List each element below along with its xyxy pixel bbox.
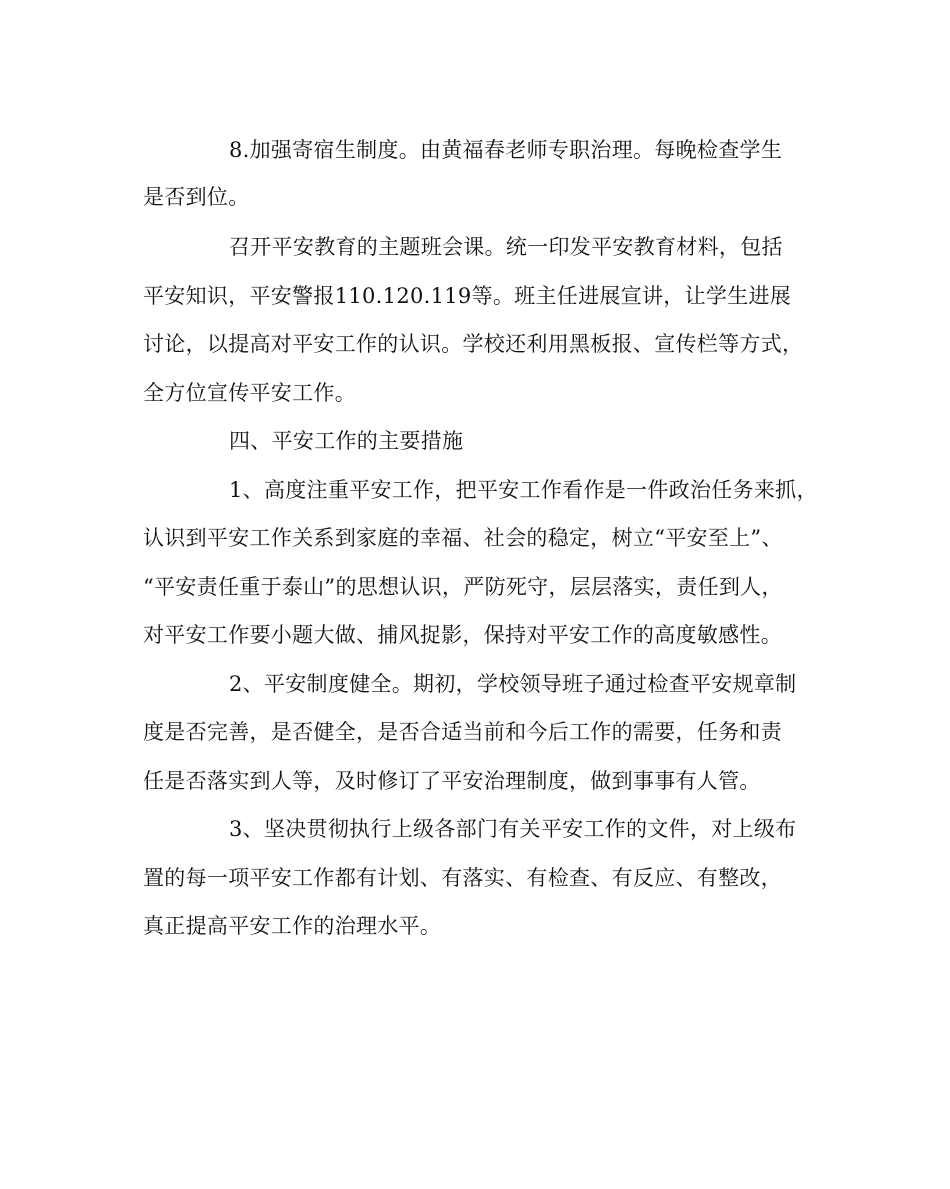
paragraph-1-line-2: 是否到位。 [143,185,250,209]
paragraph-2-line-3: 讨论，以提高对平安工作的认识。学校还利用黑板报、宣传栏等方式， [143,332,804,356]
paragraph-6-line-2: 置的每一项平安工作都有计划、有落实、有检查、有反应、有整改， [143,866,782,890]
paragraph-1-line-1: 8.加强寄宿生制度。由黄福春老师专职治理。每晚检查学生 [229,138,783,162]
paragraph-4-line-4: 对平安工作要小题大做、捕风捉影，保持对平安工作的高度敏感性。 [143,623,782,647]
paragraph-6-line-3: 真正提高平安工作的治理水平。 [143,914,442,938]
paragraph-5-line-3: 任是否落实到人等，及时修订了平安治理制度，做到事事有人管。 [143,769,761,793]
paragraph-2-line-4: 全方位宣传平安工作。 [143,381,356,405]
paragraph-5-line-2: 度是否完善，是否健全，是否合适当前和今后工作的需要，任务和责 [143,720,782,744]
paragraph-4-line-1: 1、高度注重平安工作，把平安工作看作是一件政治任务来抓， [229,478,818,502]
paragraph-4-line-3: “平安责任重于泰山”的思想认识，严防死守，层层落实，责任到人， [143,575,783,599]
paragraph-2-line-2: 平安知识，平安警报110.120.119等。班主任进展宣讲，让学生进展 [143,284,792,308]
paragraph-4-line-2: 认识到平安工作关系到家庭的幸福、社会的稳定，树立“平安至上”、 [143,526,783,550]
paragraph-6-line-1: 3、坚决贯彻执行上级各部门有关平安工作的文件，对上级布 [229,817,797,841]
section-heading: 四、平安工作的主要措施 [229,429,464,453]
paragraph-2-line-1: 召开平安教育的主题班会课。统一印发平安教育材料，包括 [229,235,783,259]
paragraph-5-line-1: 2、平安制度健全。期初，学校领导班子通过检查平安规章制 [229,672,797,696]
